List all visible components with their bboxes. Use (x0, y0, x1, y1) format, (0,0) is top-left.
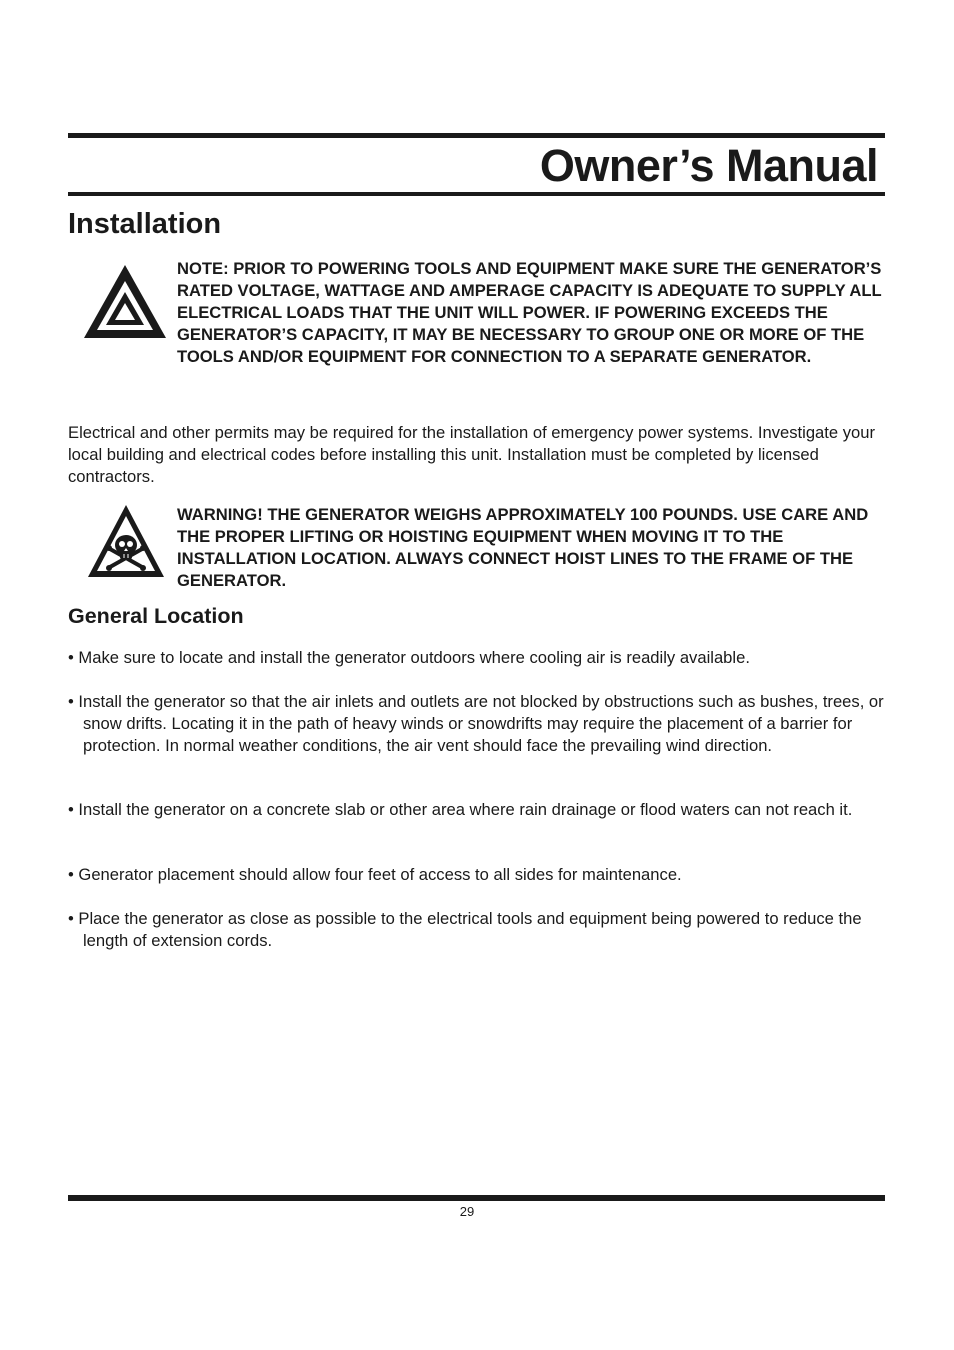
footer-rule (68, 1195, 885, 1201)
page-number: 29 (459, 1204, 475, 1219)
list-item: • Generator placement should allow four feet of access to all sides for maintenance. (68, 865, 682, 884)
document-title: Owner’s Manual (539, 140, 878, 191)
list-item: • Install the generator so that the air inlets and outlets are not blocked by obstructions such as bushes, trees, or snow drifts. Locating it in the path of heavy winds or snowdrifts may require the placement of a barrier for protection. In normal weather conditions, the air vent should face the prevailing wind direction. (68, 692, 884, 755)
header-bottom-rule (68, 192, 885, 196)
warning-text: WARNING! THE GENERATOR WEIGHS APPROXIMATELY 100 POUNDS. USE CARE AND THE PROPER LIFTING OR HOISTING EQUIPMENT WHEN MOVING IT TO THE INSTALLATION LOCATION. ALWAYS CONNECT HOIST LINES TO THE FRAME OF THE GENERATOR. (177, 505, 869, 590)
list-item: • Install the generator on a concrete slab or other area where rain drainage or flood waters can not reach it. (68, 800, 853, 819)
permits-paragraph: Electrical and other permits may be required for the installation of emergency power systems. Investigate your local building and electrical codes before installing this unit. Installation must be completed by licensed contractors. (68, 423, 876, 486)
skull-crossbones-warning-icon (86, 503, 166, 579)
list-item: • Place the generator as close as possible to the electrical tools and equipment being powered to reduce the length of extension cords. (68, 909, 862, 950)
caution-triangle-icon (82, 262, 168, 340)
note-text: NOTE: PRIOR TO POWERING TOOLS AND EQUIPMENT MAKE SURE THE GENERATOR’S RATED VOLTAGE, WATTAGE AND AMPERAGE CAPACITY IS ADEQUATE TO SUPPLY ALL ELECTRICAL LOADS THAT THE UNIT WILL POWER. IF POWERING EXCEEDS THE GENERATOR’S CAPACITY, IT MAY BE NECESSARY TO GROUP ONE OR MORE OF THE TOOLS AND/OR EQUIPMENT FOR CONNECTION TO A SEPARATE GENERATOR. (177, 259, 882, 366)
section-title: Installation (68, 208, 222, 240)
list-item: • Make sure to locate and install the generator outdoors where cooling air is readily available. (68, 648, 750, 667)
header-top-rule (68, 133, 885, 138)
subsection-title: General Location (68, 604, 244, 628)
